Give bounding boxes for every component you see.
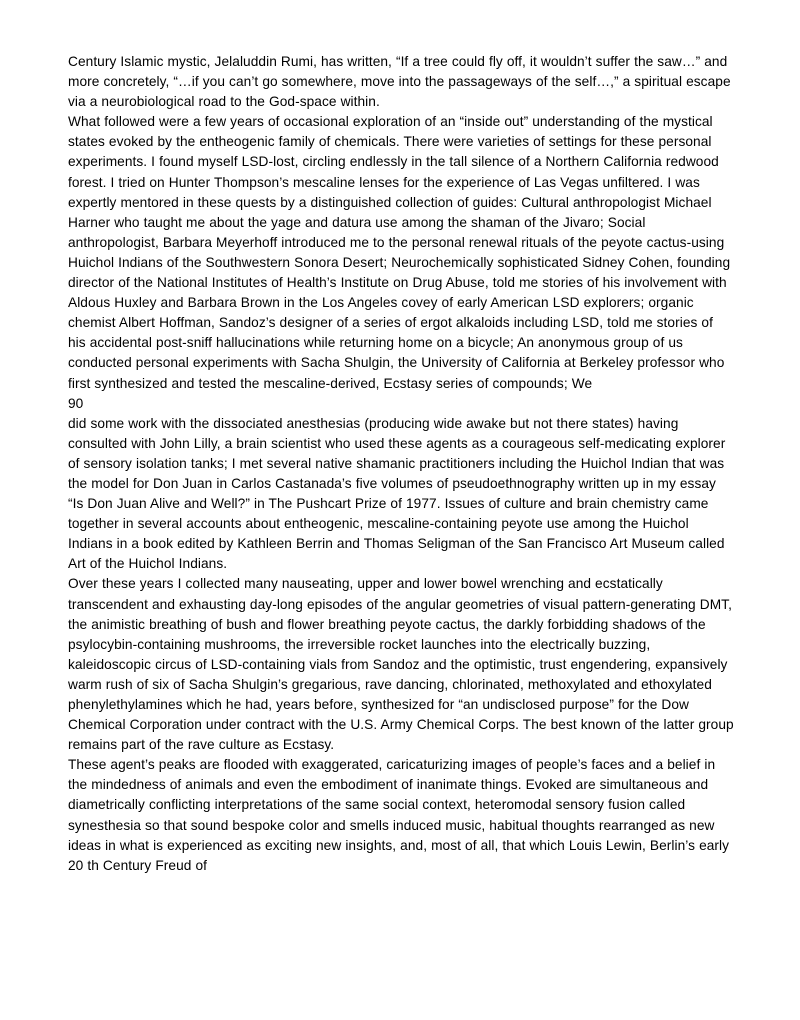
paragraph-3: did some work with the dissociated anesthesias (producing wide awake but not there states) having consulted with John Lilly, a brain scientist who used these agents as a courageous self-medicating explorer of sensory isolation tanks; I met several native shamanic practitioners including the Huichol Indian that was the model for Don Juan in Carlos Castanada’s five volumes of pseudoethnography written up in my essay “Is Don Juan Alive and Well?” in The Pushcart Prize of 1977. Issues of culture and brain chemistry came together in several accounts about entheogenic, mescaline-containing peyote use among the Huichol Indians in a book edited by Kathleen Berrin and Thomas Seligman of the San Francisco Art Museum called Art of the Huichol Indians. (68, 415, 726, 572)
page-number: 90 (68, 395, 84, 411)
document-text-body (68, 52, 734, 876)
paragraph-1: Century Islamic mystic, Jelaluddin Rumi, has written, “If a tree could fly off, it wouldn’t suffer the saw…” and more concretely, “…if you can’t go somewhere, move into the passageways of the self…,” a spiritual escape via a neurobiological road to the God-space within. (68, 54, 731, 110)
paragraph-2: What followed were a few years of occasional exploration of an “inside out” understanding of the mystical states evoked by the entheogenic family of chemicals. There were varieties of settings for these personal experiments. I found myself LSD-lost, circling endlessly in the tall silence of a Northern California redwood forest. I tried on Hunter Thompson’s mescaline lenses for the experience of Las Vegas unfiltered. I was expertly mentored in these quests by a distinguished collection of guides: Cultural anthropologist Michael Harner who taught me about the yage and datura use among the shaman of the Jivaro; Social anthropologist, Barbara Meyerhoff introduced me to the personal renewal rituals of the peyote cactus-using Huichol Indians of the Southwestern Sonora Desert; Neurochemically sophisticated Sidney Cohen, founding director of the National Institutes of Health’s Institute on Drug Abuse, told me stories of his involvement with Aldous Huxley and Barbara Brown in the Los Angeles covey of early American LSD explorers; organic chemist Albert Hoffman, Sandoz’s designer of a series of ergot alkaloids including LSD, told me stories of his accidental post-sniff hallucinations while returning home on a bicycle; An anonymous group of us conducted personal experiments with Sacha Shulgin, the University of California at Berkeley professor who first synthesized and tested the mescaline-derived, Ecstasy series of compounds; We (68, 114, 731, 391)
paragraph-5: These agent’s peaks are flooded with exaggerated, caricaturizing images of people’s faces and a belief in the mindedness of animals and even the embodiment of inanimate things. Evoked are simultaneous and diametrically conflicting interpretations of the same social context, heteromodal sensory fusion called synesthesia so that sound bespoke color and smells induced music, habitual thoughts rearranged as new ideas in what is experienced as exciting new insights, and, most of all, that which Louis Lewin, Berlin’s early 20 th Century Freud of (68, 757, 730, 873)
paragraph-4: Over these years I collected many nauseating, upper and lower bowel wrenching and ecstatically transcendent and exhausting day-long episodes of the angular geometries of visual pattern-generating DMT, the animistic breathing of bush and flower breathing peyote cactus, the darkly forbidding shadows of the psylocybin-containing mushrooms, the irreversible rocket launches into the electrically buzzing, kaleidoscopic circus of LSD-containing vials from Sandoz and the optimistic, trust engendering, expansively warm rush of six of Sacha Shulgin’s gregarious, rave dancing, chlorinated, methoxylated and ethoxylated phenylethylamines which he had, years before, synthesized for “an undisclosed purpose” for the Dow Chemical Corporation under contract with the U.S. Army Chemical Corps. The best known of the latter group remains part of the rave culture as Ecstasy. (68, 576, 734, 753)
